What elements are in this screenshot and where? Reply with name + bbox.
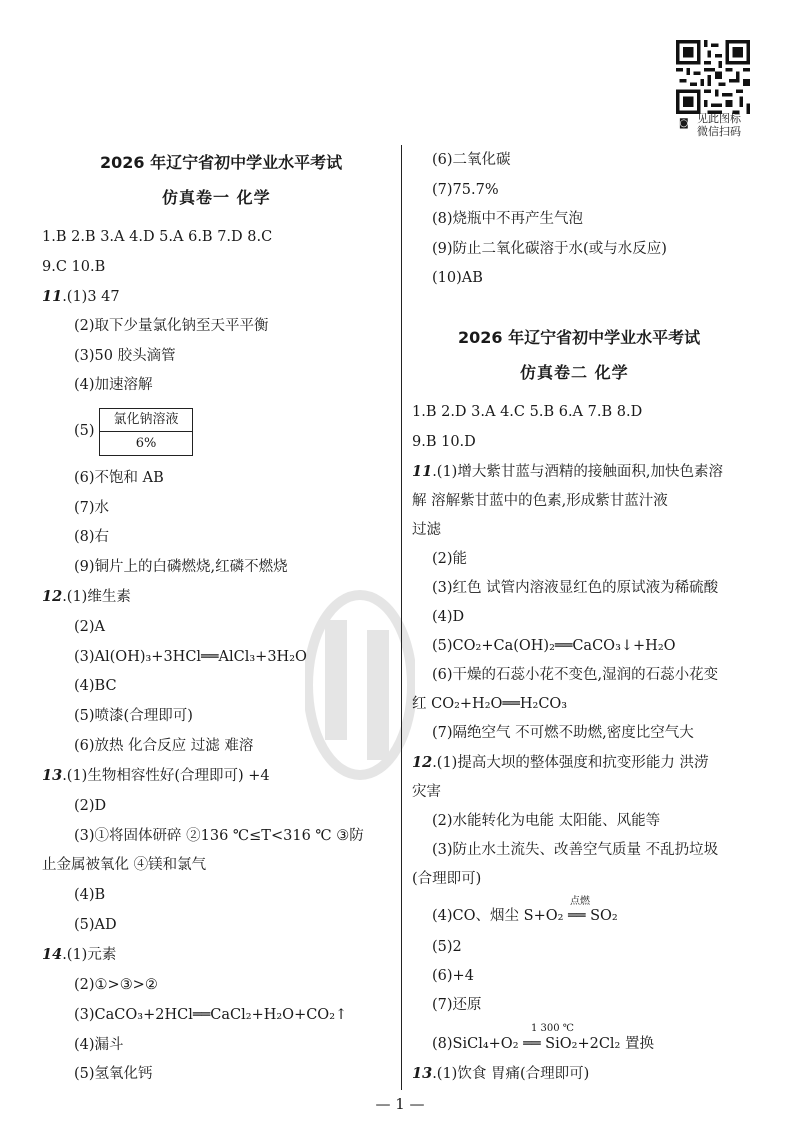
right-q13-1 [412,1064,589,1084]
temperature-condition: 1 300 ℃ [531,1023,574,1034]
left-q12-2: (2)A [74,619,106,635]
label-row1: 氯化钠溶液 [100,409,192,432]
line-text: .(1)增大紫甘蓝与酒精的接触面积,加快色素溶 [432,464,723,480]
q-number: 13 [42,767,63,784]
line-text: .(1)3 47 [62,289,120,305]
line-text: .(1)饮食 胃痛(合理即可) [432,1066,590,1082]
left-q13-5: (5)AD [74,917,117,933]
left-q11-7: (7)水 [74,500,110,516]
right-t1-9: (9)防止二氧化碳溶于水(或与水反应) [432,241,667,257]
right-q12-7: (7)还原 [432,997,482,1013]
q-number: 14 [42,946,63,963]
right-t1-7: (7)75.7% [432,182,499,198]
right-t1-8: (8)烧瓶中不再产生气泡 [432,211,584,227]
line-text: .(1)提高大坝的整体强度和抗变形能力 洪涝 [432,755,709,771]
q-number: 13 [412,1065,433,1082]
qr-caption [697,112,741,138]
right-q12-6: (6)+4 [432,968,474,984]
right-q12-3: (3)防止水土流失、改善空气质量 不乱扔垃圾 [432,842,719,858]
right-t1-6: (6)二氧化碳 [432,152,511,168]
qr-code-icon[interactable] [676,40,750,114]
left-q14-5: (5)氢氧化钙 [74,1066,153,1082]
right-q11-2: (2)能 [432,551,468,567]
left-subtitle: 仿真卷一 化学 [162,188,271,207]
left-q13-3: (3)①将固体研碎 ②136 ℃≤T<316 ℃ ③防 [74,828,364,844]
left-q14-2: (2)①>③>② [74,977,158,993]
right-q11-1 [412,462,723,482]
left-q13-1 [42,766,270,786]
left-q13-3b: 止金属被氧化 ④镁和氯气 [42,857,207,873]
left-q12-4: (4)BC [74,678,117,694]
q-number: 11 [412,463,433,480]
right-title: 2026 年辽宁省初中学业水平考试 [458,328,701,347]
publisher-logo-watermark [305,590,415,780]
right-q11-7: (7)隔绝空气 不可燃不助燃,密度比空气大 [432,725,694,741]
right-q12-5: (5)2 [432,939,462,955]
left-q11-1 [42,287,120,307]
line-text: .(1)元素 [62,947,117,963]
q-number: 12 [412,754,433,771]
left-mc-line1: 1.B 2.B 3.A 4.D 5.A 6.B 7.D 8.C [42,229,273,245]
wechat-icon: ◙ [679,118,689,129]
reagent-label-box [99,408,193,456]
label-row2: 6% [135,436,157,451]
right-q11-1b: 解 溶解紫甘蓝中的色素,形成紫甘蓝汁液 [412,493,668,509]
right-q11-6b: 红 CO₂+H₂O══H₂CO₃ [412,696,568,712]
left-q13-2: (2)D [74,798,107,814]
left-q11-2: (2)取下少量氯化钠至天平平衡 [74,318,269,334]
right-t1-10: (10)AB [432,270,483,286]
left-q13-4: (4)B [74,887,106,903]
right-q11-5: (5)CO₂+Ca(OH)₂══CaCO₃↓+H₂O [432,638,676,654]
left-title: 2026 年辽宁省初中学业水平考试 [100,153,343,172]
right-mc-line1: 1.B 2.D 3.A 4.C 5.B 6.A 7.B 8.D [412,404,643,420]
left-q14-3: (3)CaCO₃+2HCl══CaCl₂+H₂O+CO₂↑ [74,1007,348,1023]
left-q14-1 [42,945,116,965]
left-q12-3: (3)Al(OH)₃+3HCl══AlCl₃+3H₂O [74,649,307,665]
q-number: 11 [42,288,63,305]
right-q12-8: (8)SiCl₄+O₂ ══ SiO₂+2Cl₂ 置换 [432,1036,654,1052]
right-q12-4: (4)CO、烟尘 S+O₂ ══ SO₂ [432,908,618,924]
left-q12-6: (6)放热 化合反应 过滤 难溶 [74,738,254,754]
line-text: .(1)生物相容性好(合理即可) +4 [62,768,270,784]
right-subtitle: 仿真卷二 化学 [520,363,629,382]
left-q11-3: (3)50 胶头滴管 [74,348,176,364]
page-number: — 1 — [375,1095,425,1113]
left-mc-line2: 9.C 10.B [42,259,106,275]
right-q12-1 [412,753,708,773]
ignite-condition: 点燃 [570,896,590,907]
qr-caption-line1: 见此图标 [697,112,741,125]
left-q11-5: (5) [74,423,95,439]
line-text: .(1)维生素 [62,589,131,605]
left-q11-4: (4)加速溶解 [74,377,153,393]
left-q12-5: (5)喷漆(合理即可) [74,708,193,724]
left-q11-9: (9)铜片上的白磷燃烧,红磷不燃烧 [74,559,288,575]
right-q12-2: (2)水能转化为电能 太阳能、风能等 [432,813,661,829]
right-q11-1c: 过滤 [412,522,441,538]
left-q11-8: (8)右 [74,529,110,545]
right-mc-line2: 9.B 10.D [412,434,476,450]
q-number: 12 [42,588,63,605]
right-q12-3b: (合理即可) [412,871,482,887]
right-q11-3: (3)红色 试管内溶液显红色的原试液为稀硫酸 [432,580,719,596]
qr-caption-line2: 微信扫码 [697,125,741,138]
right-q11-6: (6)干燥的石蕊小花不变色,湿润的石蕊小花变 [432,667,719,683]
left-q11-6: (6)不饱和 AB [74,470,164,486]
left-q14-4: (4)漏斗 [74,1037,124,1053]
right-q11-4: (4)D [432,609,465,625]
left-q12-1 [42,587,131,607]
right-q12-1b: 灾害 [412,784,441,800]
